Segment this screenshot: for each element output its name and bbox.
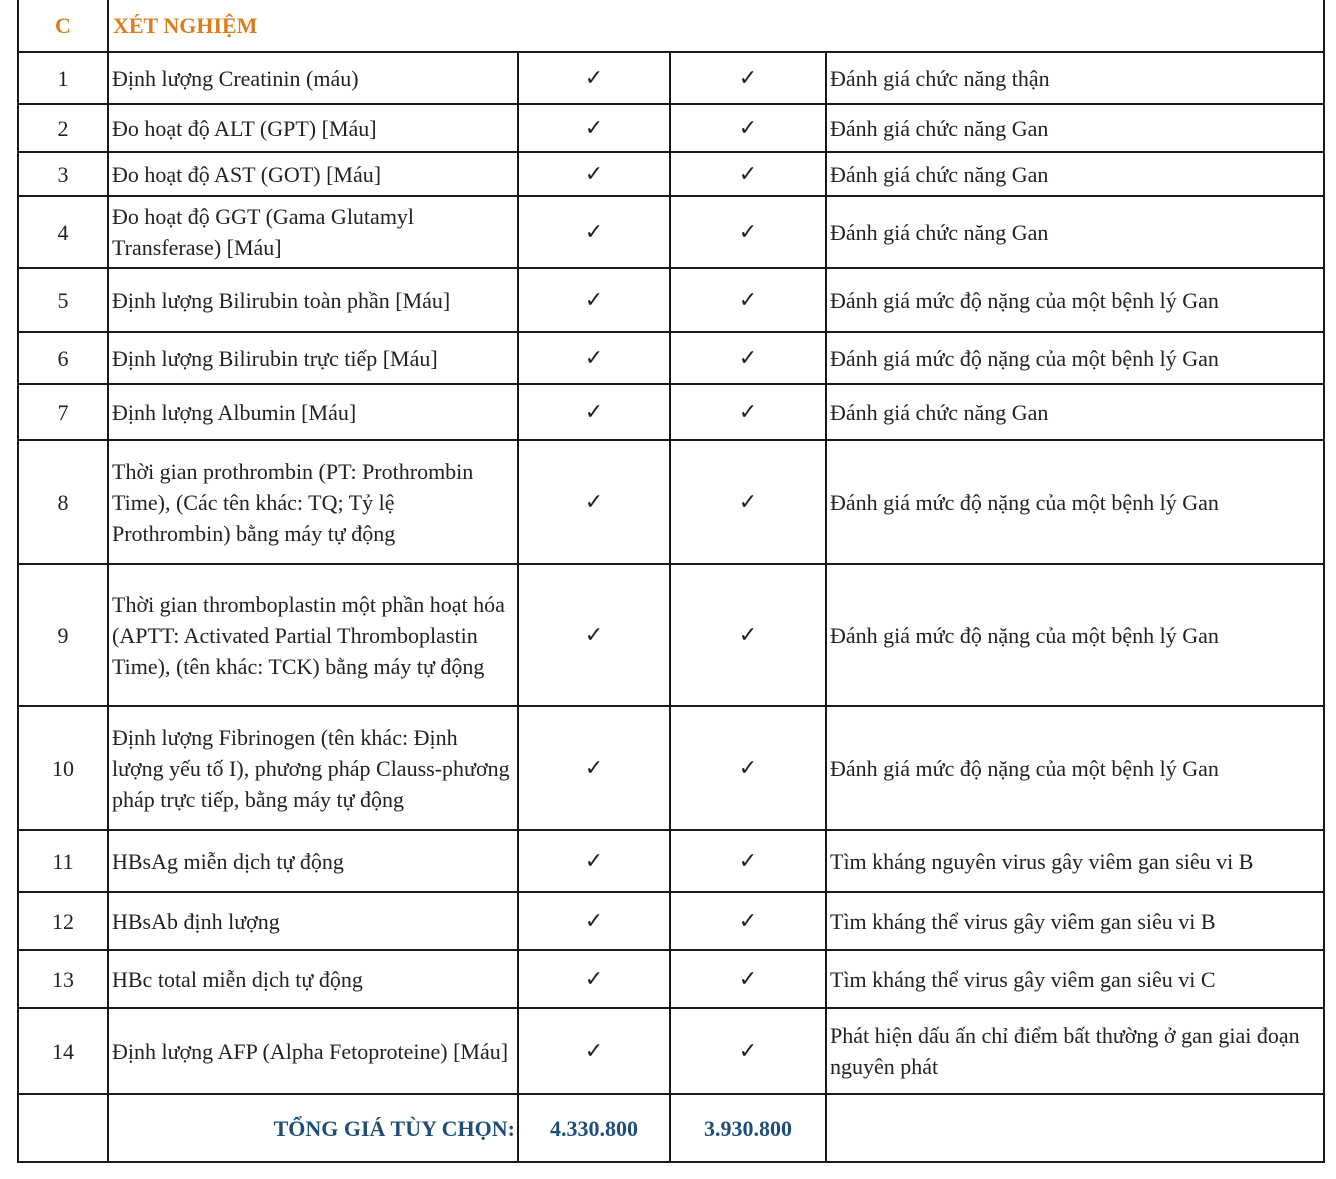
test-description: Tìm kháng nguyên virus gây viêm gan siêu vi B	[826, 830, 1324, 892]
check-icon: ✓	[518, 384, 670, 440]
table-row	[18, 706, 1324, 830]
check-icon: ✓	[670, 196, 826, 268]
total-row	[18, 1094, 1324, 1162]
test-name: Định lượng Albumin [Máu]	[108, 384, 518, 440]
section-letter: C	[18, 0, 108, 52]
table-row	[18, 104, 1324, 152]
row-number: 6	[18, 332, 108, 384]
check-icon: ✓	[670, 104, 826, 152]
lab-tests-table	[17, 0, 1325, 1163]
table-row	[18, 892, 1324, 950]
check-icon: ✓	[670, 950, 826, 1008]
check-icon: ✓	[518, 332, 670, 384]
test-name: Đo hoạt độ AST (GOT) [Máu]	[108, 152, 518, 196]
check-icon: ✓	[518, 104, 670, 152]
table-row	[18, 384, 1324, 440]
check-icon: ✓	[518, 950, 670, 1008]
check-icon: ✓	[670, 830, 826, 892]
check-icon: ✓	[518, 196, 670, 268]
row-number: 7	[18, 384, 108, 440]
row-number: 3	[18, 152, 108, 196]
test-name: Đo hoạt độ ALT (GPT) [Máu]	[108, 104, 518, 152]
test-name: Định lượng Creatinin (máu)	[108, 52, 518, 104]
test-description: Đánh giá chức năng thận	[826, 52, 1324, 104]
test-description: Đánh giá chức năng Gan	[826, 104, 1324, 152]
section-header-row	[18, 0, 1324, 52]
table-row	[18, 440, 1324, 564]
total-price-2: 3.930.800	[670, 1094, 826, 1162]
total-label: TỔNG GIÁ TÙY CHỌN:	[108, 1094, 518, 1162]
test-description: Đánh giá chức năng Gan	[826, 384, 1324, 440]
row-number: 11	[18, 830, 108, 892]
row-number: 1	[18, 52, 108, 104]
test-name: HBsAb định lượng	[108, 892, 518, 950]
table-row	[18, 1008, 1324, 1094]
check-icon: ✓	[670, 440, 826, 564]
check-icon: ✓	[670, 1008, 826, 1094]
test-description: Đánh giá mức độ nặng của một bệnh lý Gan	[826, 564, 1324, 706]
total-price-1: 4.330.800	[518, 1094, 670, 1162]
test-description: Đánh giá mức độ nặng của một bệnh lý Gan	[826, 268, 1324, 332]
check-icon: ✓	[670, 332, 826, 384]
row-number: 9	[18, 564, 108, 706]
row-number: 8	[18, 440, 108, 564]
test-name: Định lượng AFP (Alpha Fetoproteine) [Máu]	[108, 1008, 518, 1094]
test-description: Đánh giá chức năng Gan	[826, 196, 1324, 268]
row-number: 12	[18, 892, 108, 950]
table-row	[18, 52, 1324, 104]
check-icon: ✓	[670, 892, 826, 950]
check-icon: ✓	[518, 52, 670, 104]
row-number: 13	[18, 950, 108, 1008]
test-name: Định lượng Bilirubin trực tiếp [Máu]	[108, 332, 518, 384]
empty-cell	[18, 1094, 108, 1162]
table-row	[18, 268, 1324, 332]
test-name: Đo hoạt độ GGT (Gama Glutamyl Transferase) [Máu]	[108, 196, 518, 268]
row-number: 14	[18, 1008, 108, 1094]
test-description: Phát hiện dấu ấn chỉ điểm bất thường ở gan giai đoạn nguyên phát	[826, 1008, 1324, 1094]
test-name: Định lượng Fibrinogen (tên khác: Định lượng yếu tố I), phương pháp Clauss-phương pháp trực tiếp, bằng máy tự động	[108, 706, 518, 830]
table-row	[18, 564, 1324, 706]
check-icon: ✓	[518, 706, 670, 830]
check-icon: ✓	[670, 384, 826, 440]
table-row	[18, 152, 1324, 196]
test-name: Thời gian thromboplastin một phần hoạt hóa (APTT: Activated Partial Thromboplastin Time), (tên khác: TCK) bằng máy tự động	[108, 564, 518, 706]
check-icon: ✓	[670, 564, 826, 706]
check-icon: ✓	[518, 440, 670, 564]
table-row	[18, 950, 1324, 1008]
test-description: Đánh giá mức độ nặng của một bệnh lý Gan	[826, 706, 1324, 830]
check-icon: ✓	[518, 1008, 670, 1094]
table-row	[18, 196, 1324, 268]
test-description: Tìm kháng thể virus gây viêm gan siêu vi C	[826, 950, 1324, 1008]
test-name: Định lượng Bilirubin toàn phần [Máu]	[108, 268, 518, 332]
table-row	[18, 830, 1324, 892]
check-icon: ✓	[670, 706, 826, 830]
row-number: 10	[18, 706, 108, 830]
test-description: Đánh giá chức năng Gan	[826, 152, 1324, 196]
empty-cell	[826, 1094, 1324, 1162]
test-description: Đánh giá mức độ nặng của một bệnh lý Gan	[826, 440, 1324, 564]
row-number: 5	[18, 268, 108, 332]
row-number: 2	[18, 104, 108, 152]
check-icon: ✓	[518, 268, 670, 332]
row-number: 4	[18, 196, 108, 268]
test-description: Tìm kháng thể virus gây viêm gan siêu vi B	[826, 892, 1324, 950]
check-icon: ✓	[518, 830, 670, 892]
check-icon: ✓	[518, 564, 670, 706]
table-row	[18, 332, 1324, 384]
test-name: HBc total miễn dịch tự động	[108, 950, 518, 1008]
test-description: Đánh giá mức độ nặng của một bệnh lý Gan	[826, 332, 1324, 384]
section-title: XÉT NGHIỆM	[108, 0, 1324, 52]
check-icon: ✓	[670, 52, 826, 104]
check-icon: ✓	[518, 152, 670, 196]
test-name: Thời gian prothrombin (PT: Prothrombin Time), (Các tên khác: TQ; Tỷ lệ Prothrombin) bằng máy tự động	[108, 440, 518, 564]
check-icon: ✓	[670, 268, 826, 332]
test-name: HBsAg miễn dịch tự động	[108, 830, 518, 892]
check-icon: ✓	[518, 892, 670, 950]
check-icon: ✓	[670, 152, 826, 196]
